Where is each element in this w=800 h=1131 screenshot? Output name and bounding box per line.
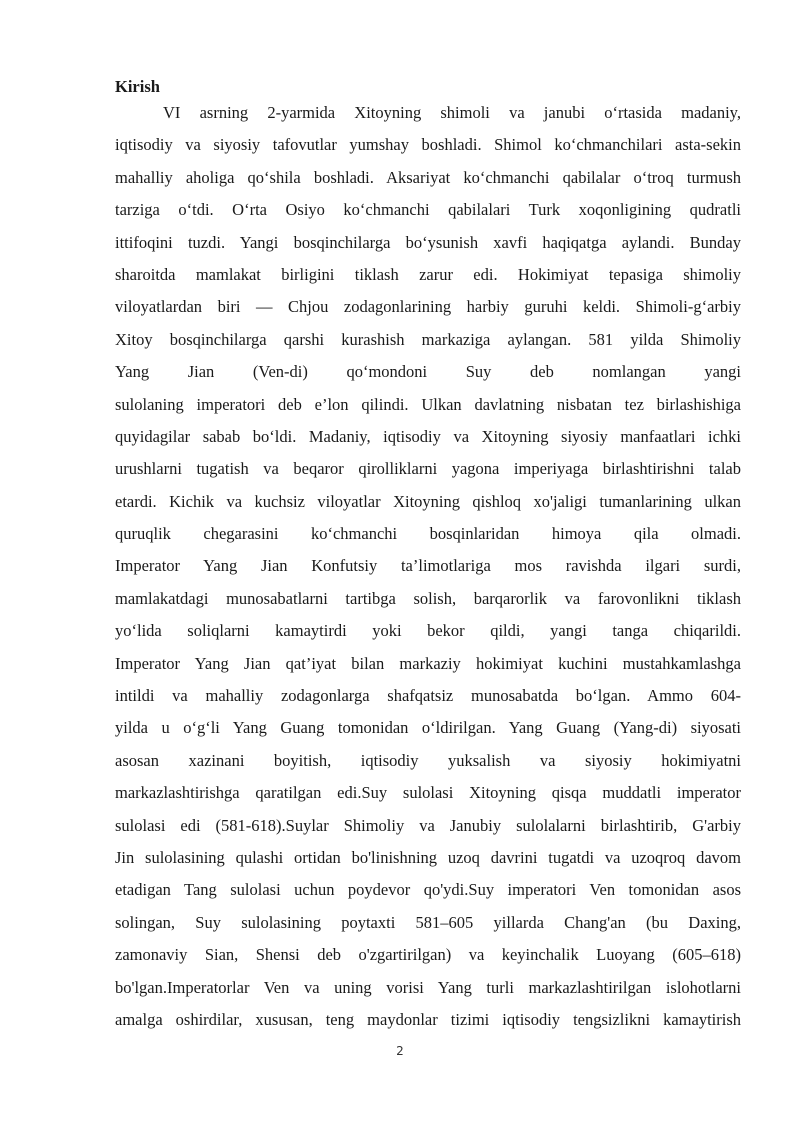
text-line: tarziga o‘tdi. O‘rta Osiyo ko‘chmanchi qabilalari Turk xoqonligining qudratli [115,200,741,220]
text-line: Imperator Yang Jian qat’iyat bilan markaziy hokimiyat kuchini mustahkamlashga [115,653,741,673]
text-line: mamlakatdagi munosabatlarni tartibga solish, barqarorlik va farovonlikni tiklash [115,588,741,608]
section-heading: Kirish [115,77,160,96]
text-line: sulolasi edi (581-618).Suylar Shimoliy va Janubiy sulolalarni birlashtirib, G'arbiy [115,815,741,835]
text-line: Yang Jian (Ven-di) qo‘mondoni Suy deb nomlangan yangi [115,362,741,382]
page-number: 2 [396,1044,404,1058]
text-line: solingan, Suy sulolasining poytaxti 581–605 yillarda Chang'an (bu Daxing, [115,912,741,932]
text-line: sharoitda mamlakat birligini tiklash zarur edi. Hokimiyat tepasiga shimoliy [115,264,741,284]
text-line: yilda u o‘g‘li Yang Guang tomonidan o‘ldirilgan. Yang Guang (Yang-di) siyosati [115,718,741,738]
text-line: Jin sulolasining qulashi ortidan bo'linishning uzoq davrini tugatdi va uzoqroq davom [115,847,741,867]
text-line: ittifoqini tuzdi. Yangi bosqinchilarga bo‘ysunish xavfi haqiqatga aylandi. Bunday [115,232,741,252]
text-line: viloyatlardan biri — Chjou zodagonlarining harbiy guruhi keldi. Shimoli-g‘arbiy [115,297,741,317]
text-line: bo'lgan.Imperatorlar Ven va uning vorisi Yang turli markazlashtirilgan islohotlarni [115,977,741,997]
text-line: urushlarni tugatish va beqaror qirolliklarni yagona imperiyaga birlashtirishni talab [115,459,741,479]
text-line: quyidagilar sabab bo‘ldi. Madaniy, iqtisodiy va Xitoyning siyosiy manfaatlari ichki [115,426,741,446]
text-line: markazlashtirishga qaratilgan edi.Suy sulolasi Xitoyning qisqa muddatli imperator [115,783,741,803]
text-line: asosan xazinani boyitish, iqtisodiy yuksalish va siyosiy hokimiyatni [115,750,741,770]
text-line: Imperator Yang Jian Konfutsiy ta’limotlariga mos ravishda ilgari surdi, [115,556,741,576]
text-line: quruqlik chegarasini ko‘chmanchi bosqinlaridan himoya qila olmadi. [115,524,741,544]
body-text [115,97,741,1036]
text-line: intildi va mahalliy zodagonlarga shafqatsiz munosabatda bo‘lgan. Ammo 604- [115,686,741,706]
text-line: VI asrning 2-yarmida Xitoyning shimoli va janubi o‘rtasida madaniy, [163,103,741,122]
text-line: etardi. Kichik va kuchsiz viloyatlar Xitoyning qishloq xo'jaligi tumanlarining ulkan [115,491,741,511]
text-line: zamonaviy Sian, Shensi deb o'zgartirilgan) va keyinchalik Luoyang (605–618) [115,945,741,965]
text-line: amalga oshirdilar, xususan, teng maydonlar tizimi iqtisodiy tengsizlikni kamaytirish [115,1009,741,1029]
text-line: mahalliy aholiga qo‘shila boshladi. Aksariyat ko‘chmanchi qabilalar o‘troq turmush [115,167,741,187]
text-line: sulolaning imperatori deb e’lon qilindi. Ulkan davlatning nisbatan tez birlashishiga [115,394,741,414]
text-line: etadigan Tang sulolasi uchun poydevor qo'ydi.Suy imperatori Ven tomonidan asos [115,880,741,900]
text-line: iqtisodiy va siyosiy tafovutlar yumshay boshladi. Shimol ko‘chmanchilari asta-sekin [115,135,741,155]
text-line: yo‘lida soliqlarni kamaytirdi yoki bekor qildi, yangi tanga chiqarildi. [115,621,741,641]
text-line: Xitoy bosqinchilarga qarshi kurashish markaziga aylangan. 581 yilda Shimoliy [115,329,741,349]
